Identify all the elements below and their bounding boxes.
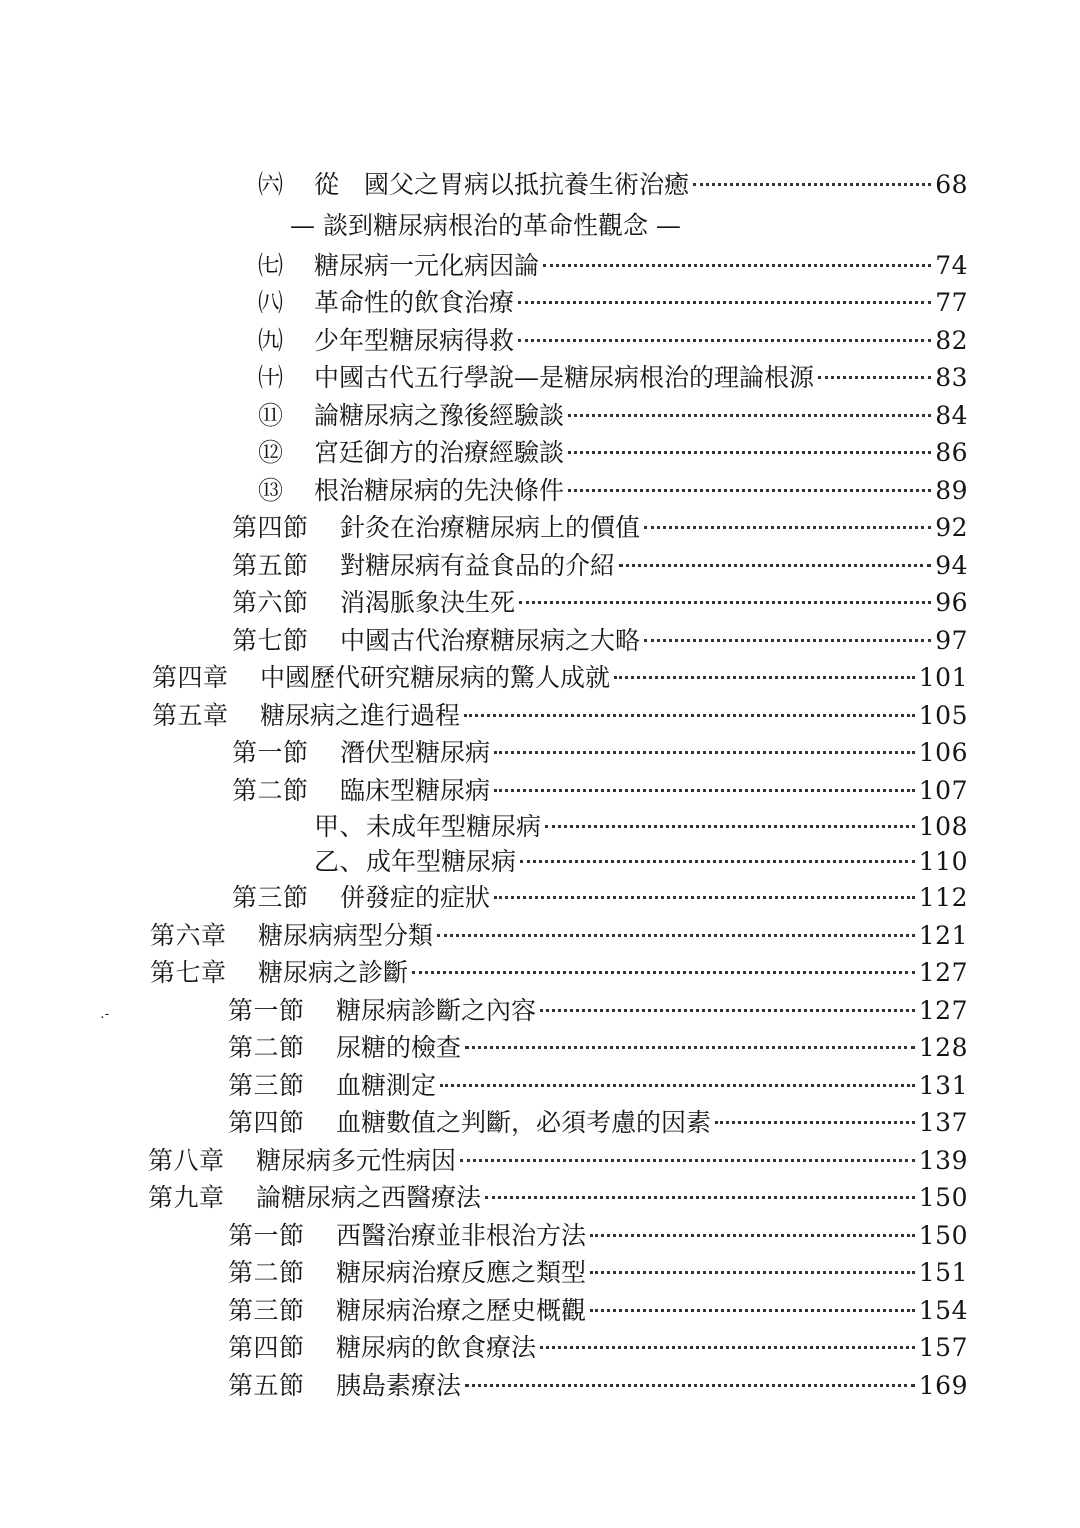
toc-entry-page: 112 bbox=[918, 883, 968, 912]
toc-entry-title: 根治糖尿病的先決條件 bbox=[314, 475, 565, 505]
toc-entry-title: 論糖尿病之西醫療法 bbox=[256, 1183, 482, 1212]
toc-entry-title: 中國古代治療糖尿病之大略 bbox=[340, 625, 641, 655]
toc-entry-title: 從 國父之胃病以抵抗養生術治癒 bbox=[314, 170, 690, 199]
toc-entry-label: 第二節 bbox=[228, 1258, 305, 1287]
toc-entry-page: 105 bbox=[918, 700, 968, 730]
toc-entry-label: 第五章 bbox=[152, 700, 229, 730]
dot-leader bbox=[485, 1196, 915, 1199]
toc-entry bbox=[0, 879, 968, 917]
toc-entry-page: 139 bbox=[918, 1145, 968, 1175]
toc-entry-label: 第三節 bbox=[232, 883, 309, 912]
toc-entry bbox=[0, 1292, 968, 1330]
toc-entry bbox=[0, 284, 968, 322]
toc-entry-title: 未成年型糖尿病 bbox=[366, 812, 542, 841]
toc-entry-page: 128 bbox=[918, 1033, 968, 1062]
toc-entry-page: 137 bbox=[918, 1108, 968, 1137]
toc-entry bbox=[0, 1179, 968, 1217]
toc-entry-page: 89 bbox=[935, 475, 968, 505]
toc-entry bbox=[0, 434, 968, 472]
toc-entry-label: 第二節 bbox=[232, 775, 309, 805]
toc-entry-label: ㈦ bbox=[258, 250, 284, 280]
toc-entry-page: 151 bbox=[918, 1258, 968, 1287]
dot-leader bbox=[494, 896, 915, 899]
dot-leader bbox=[568, 414, 931, 417]
toc-entry-page: 150 bbox=[918, 1183, 968, 1212]
toc-entry bbox=[0, 809, 968, 844]
toc-entry-page: 157 bbox=[918, 1333, 968, 1362]
toc-entry bbox=[0, 697, 968, 735]
dot-leader bbox=[440, 1084, 915, 1087]
dot-leader bbox=[644, 526, 931, 529]
toc-entry bbox=[0, 1067, 968, 1105]
toc-entry-page: 83 bbox=[935, 363, 968, 392]
toc-entry bbox=[0, 992, 968, 1030]
toc-entry-page: 154 bbox=[918, 1295, 968, 1325]
dot-leader bbox=[460, 1159, 915, 1162]
toc-entry-title: 糖尿病的飲食療法 bbox=[336, 1333, 537, 1362]
toc-entry-title: 中國歷代研究糖尿病的驚人成就 bbox=[260, 663, 611, 692]
toc-entry-label: 第三節 bbox=[228, 1070, 305, 1100]
toc-entry-title: 胰島素療法 bbox=[336, 1370, 462, 1400]
table-of-contents bbox=[0, 166, 1080, 1404]
toc-entry-label: 第一節 bbox=[232, 738, 309, 767]
toc-entry-title: — 談到糖尿病根治的革命性觀念 — bbox=[290, 210, 681, 240]
toc-entry bbox=[0, 622, 968, 660]
scan-speck-mark: ․‐ bbox=[100, 1006, 110, 1022]
toc-entry bbox=[0, 954, 968, 992]
toc-entry-title: 臨床型糖尿病 bbox=[340, 775, 491, 805]
dot-leader bbox=[540, 1346, 915, 1349]
toc-entry-label: 第一節 bbox=[228, 995, 305, 1025]
dot-leader bbox=[518, 339, 931, 342]
toc-entry-title: 糖尿病之進行過程 bbox=[260, 700, 461, 730]
toc-entry-title: 論糖尿病之豫後經驗談 bbox=[314, 400, 565, 430]
toc-entry-page: 68 bbox=[935, 170, 968, 199]
toc-entry-label: ㈧ bbox=[258, 288, 284, 317]
toc-entry-label: 乙、 bbox=[314, 847, 366, 876]
toc-entry bbox=[0, 166, 968, 204]
toc-entry-title: 針灸在治療糖尿病上的價值 bbox=[340, 513, 641, 542]
toc-entry-page: 121 bbox=[918, 920, 968, 950]
toc-entry-title: 血糖數值之判斷，必須考慮的因素 bbox=[336, 1108, 712, 1137]
toc-entry-label: 第五節 bbox=[228, 1370, 305, 1400]
toc-entry-title: 成年型糖尿病 bbox=[366, 847, 517, 876]
toc-entry bbox=[0, 1254, 968, 1292]
toc-entry-page: 77 bbox=[935, 288, 968, 317]
toc-entry-page: 110 bbox=[918, 847, 968, 876]
toc-entry-title: 糖尿病多元性病因 bbox=[256, 1145, 457, 1175]
toc-entry-page: 127 bbox=[918, 958, 968, 987]
toc-entry bbox=[0, 1217, 968, 1255]
dot-leader bbox=[568, 451, 931, 454]
dot-leader bbox=[465, 1384, 915, 1387]
dot-leader bbox=[518, 301, 931, 304]
toc-entry-title: 少年型糖尿病得救 bbox=[314, 325, 515, 355]
toc-entry-page: 74 bbox=[935, 250, 968, 280]
toc-entry-title: 糖尿病診斷之內容 bbox=[336, 995, 537, 1025]
toc-entry-page: 131 bbox=[918, 1070, 968, 1100]
toc-subtitle-note bbox=[0, 204, 1080, 247]
dot-leader bbox=[693, 183, 931, 186]
dot-leader bbox=[590, 1271, 915, 1274]
toc-entry-label: 第四節 bbox=[228, 1333, 305, 1362]
toc-entry-title: 併發症的症狀 bbox=[340, 883, 491, 912]
dot-leader bbox=[540, 1009, 915, 1012]
toc-entry-label: 第八章 bbox=[148, 1145, 225, 1175]
toc-entry bbox=[0, 397, 968, 435]
toc-entry bbox=[0, 247, 968, 285]
toc-entry bbox=[0, 472, 968, 510]
toc-entry-title: 對糖尿病有益食品的介紹 bbox=[340, 550, 616, 580]
dot-leader bbox=[519, 601, 931, 604]
toc-entry bbox=[0, 734, 968, 772]
toc-entry-label: 第二節 bbox=[228, 1033, 305, 1062]
toc-entry-label: 第九章 bbox=[148, 1183, 225, 1212]
dot-leader bbox=[545, 825, 915, 828]
toc-entry-label: 甲、 bbox=[314, 812, 366, 841]
toc-entry-label: ㈩ bbox=[258, 363, 284, 392]
toc-entry-title: 糖尿病治療反應之類型 bbox=[336, 1258, 587, 1287]
dot-leader bbox=[543, 264, 931, 267]
toc-entry-title: 中國古代五行學說—是糖尿病根治的理論根源 bbox=[314, 363, 815, 392]
toc-entry-label: ㈥ bbox=[258, 170, 284, 199]
toc-entry bbox=[0, 322, 968, 360]
toc-entry-label: 第六章 bbox=[150, 920, 227, 950]
dot-leader bbox=[644, 639, 931, 642]
dot-leader bbox=[494, 751, 915, 754]
toc-entry-title: 血糖測定 bbox=[336, 1070, 437, 1100]
toc-entry-page: 127 bbox=[918, 995, 968, 1025]
toc-entry-page: 96 bbox=[935, 588, 968, 617]
dot-leader bbox=[590, 1234, 915, 1237]
toc-entry-page: 97 bbox=[935, 625, 968, 655]
toc-entry bbox=[0, 917, 968, 955]
dot-leader bbox=[464, 714, 915, 717]
toc-entry-title: 西醫治療並非根治方法 bbox=[336, 1220, 587, 1250]
toc-entry-label: 第一節 bbox=[228, 1220, 305, 1250]
dot-leader bbox=[568, 489, 931, 492]
dot-leader bbox=[465, 1046, 915, 1049]
toc-entry bbox=[0, 509, 968, 547]
toc-entry-label: ⑫ bbox=[258, 438, 284, 467]
toc-entry bbox=[0, 1029, 968, 1067]
dot-leader bbox=[437, 934, 915, 937]
dot-leader bbox=[494, 789, 915, 792]
toc-entry-page: 169 bbox=[918, 1370, 968, 1400]
toc-entry-page: 92 bbox=[935, 513, 968, 542]
dot-leader bbox=[619, 564, 931, 567]
dot-leader bbox=[614, 676, 915, 679]
toc-entry-label: 第七章 bbox=[150, 958, 227, 987]
toc-entry-page: 108 bbox=[918, 812, 968, 841]
toc-entry-label: 第七節 bbox=[232, 625, 309, 655]
toc-entry-title: 糖尿病治療之歷史概觀 bbox=[336, 1295, 587, 1325]
toc-entry-label: ㈨ bbox=[258, 325, 284, 355]
toc-entry bbox=[0, 844, 968, 879]
toc-entry-page: 82 bbox=[935, 325, 968, 355]
toc-entry-page: 101 bbox=[918, 663, 968, 692]
toc-entry-page: 150 bbox=[918, 1220, 968, 1250]
toc-entry-page: 106 bbox=[918, 738, 968, 767]
toc-entry-label: ⑪ bbox=[258, 400, 284, 430]
toc-entry-title: 尿糖的檢查 bbox=[336, 1033, 462, 1062]
toc-entry-label: 第四節 bbox=[228, 1108, 305, 1137]
dot-leader bbox=[590, 1309, 915, 1312]
toc-entry bbox=[0, 772, 968, 810]
toc-entry-label: 第六節 bbox=[232, 588, 309, 617]
toc-entry-title: 宮廷御方的治療經驗談 bbox=[314, 438, 565, 467]
toc-entry-label: 第三節 bbox=[228, 1295, 305, 1325]
toc-entry-title: 消渴脈象決生死 bbox=[340, 588, 516, 617]
toc-entry-label: 第四節 bbox=[232, 513, 309, 542]
toc-entry bbox=[0, 1142, 968, 1180]
toc-entry-page: 86 bbox=[935, 438, 968, 467]
toc-entry-page: 107 bbox=[918, 775, 968, 805]
toc-entry-title: 糖尿病之診斷 bbox=[258, 958, 409, 987]
toc-entry bbox=[0, 359, 968, 397]
toc-entry-label: ⑬ bbox=[258, 475, 284, 505]
toc-entry bbox=[0, 584, 968, 622]
toc-entry bbox=[0, 547, 968, 585]
dot-leader bbox=[520, 860, 915, 863]
toc-entry bbox=[0, 1104, 968, 1142]
toc-entry-title: 糖尿病病型分類 bbox=[258, 920, 434, 950]
toc-entry-title: 潛伏型糖尿病 bbox=[340, 738, 491, 767]
dot-leader bbox=[715, 1121, 915, 1124]
toc-entry bbox=[0, 1367, 968, 1405]
toc-entry-title: 糖尿病一元化病因論 bbox=[314, 250, 540, 280]
toc-entry-label: 第五節 bbox=[232, 550, 309, 580]
toc-entry bbox=[0, 1329, 968, 1367]
toc-entry-page: 94 bbox=[935, 550, 968, 580]
toc-entry-title: 革命性的飲食治療 bbox=[314, 288, 515, 317]
toc-entry bbox=[0, 659, 968, 697]
dot-leader bbox=[412, 971, 915, 974]
dot-leader bbox=[818, 376, 931, 379]
toc-entry-page: 84 bbox=[935, 400, 968, 430]
toc-entry-label: 第四章 bbox=[152, 663, 229, 692]
